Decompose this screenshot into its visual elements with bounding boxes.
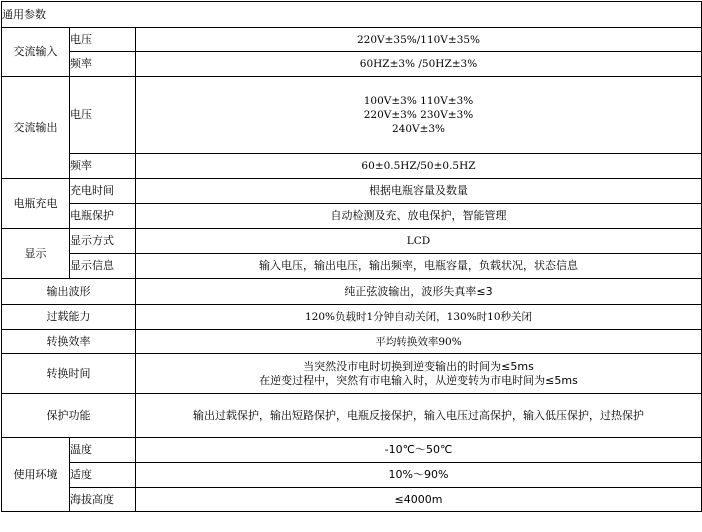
param-label: 保护功能 — [2, 394, 136, 438]
table-row — [2, 488, 702, 512]
table-row — [2, 279, 702, 305]
param-value: 60HZ±3% /50HZ±3% — [136, 52, 702, 77]
param-label: 电压 — [70, 28, 136, 52]
param-label: 显示方式 — [70, 229, 136, 254]
voltage-line: 100V±3% 110V±3% — [363, 95, 474, 107]
param-label: 适度 — [70, 463, 136, 488]
voltage-line: 240V±3% — [391, 123, 446, 135]
table-row — [2, 438, 702, 463]
section-header: 通用参数 — [2, 2, 702, 28]
param-label: 频率 — [70, 154, 136, 179]
param-value: LCD — [136, 229, 702, 254]
param-value: 10%～90% — [136, 463, 702, 488]
param-value: 根据电瓶容量及数量 — [136, 179, 702, 204]
table-row — [2, 28, 702, 52]
table-row — [2, 2, 702, 28]
category-display: 显示 — [2, 229, 70, 279]
param-label: 充电时间 — [70, 179, 136, 204]
table-row — [2, 52, 702, 77]
category-ac-input: 交流输入 — [2, 28, 70, 77]
table-row — [2, 229, 702, 254]
voltage-line: 220V±3% 230V±3% — [363, 109, 474, 121]
param-label: 转换效率 — [2, 330, 136, 354]
param-label: 显示信息 — [70, 254, 136, 279]
table-row — [2, 394, 702, 438]
switch-time-line: 当突然没市电时切换到逆变输出的时间为≤5ms — [303, 359, 534, 373]
category-ac-output: 交流输出 — [2, 77, 70, 179]
param-value: 自动检测及充、放电保护，智能管理 — [136, 204, 702, 229]
param-label: 转换时间 — [2, 354, 136, 394]
param-label: 过载能力 — [2, 305, 136, 330]
param-value: 220V±35%/110V±35% — [136, 28, 702, 52]
table-row — [2, 154, 702, 179]
param-value — [136, 77, 702, 154]
param-value: 纯正弦波输出，波形失真率≤3 — [136, 279, 702, 305]
param-value: 60±0.5HZ/50±0.5HZ — [136, 154, 702, 179]
param-value: 输入电压，输出电压，输出频率，电瓶容量，负载状况，状态信息 — [136, 254, 702, 279]
table-row — [2, 179, 702, 204]
param-value: 120%负载时1分钟自动关闭，130%时10秒关闭 — [136, 305, 702, 330]
param-value: 平均转换效率90% — [136, 330, 702, 354]
switch-time-line: 在逆变过程中，突然有市电输入时，从逆变转为市电时间为≤5ms — [259, 373, 578, 387]
param-value — [136, 354, 702, 394]
category-environment: 使用环境 — [2, 438, 70, 512]
param-value: 输出过载保护，输出短路保护，电瓶反接保护，输入电压过高保护，输入低压保护，过热保护 — [136, 394, 702, 438]
table-row — [2, 354, 702, 394]
param-label: 输出波形 — [2, 279, 136, 305]
table-row — [2, 305, 702, 330]
param-value: -10℃～50℃ — [136, 438, 702, 463]
table-row — [2, 254, 702, 279]
table-row — [2, 77, 702, 154]
param-label: 海拔高度 — [70, 488, 136, 512]
param-label: 温度 — [70, 438, 136, 463]
spec-table — [1, 1, 702, 512]
table-row — [2, 204, 702, 229]
table-row — [2, 463, 702, 488]
param-label: 电瓶保护 — [70, 204, 136, 229]
param-value: ≤4000m — [136, 488, 702, 512]
table-row — [2, 330, 702, 354]
param-label: 频率 — [70, 52, 136, 77]
param-label: 电压 — [70, 77, 136, 154]
category-battery: 电瓶充电 — [2, 179, 70, 229]
